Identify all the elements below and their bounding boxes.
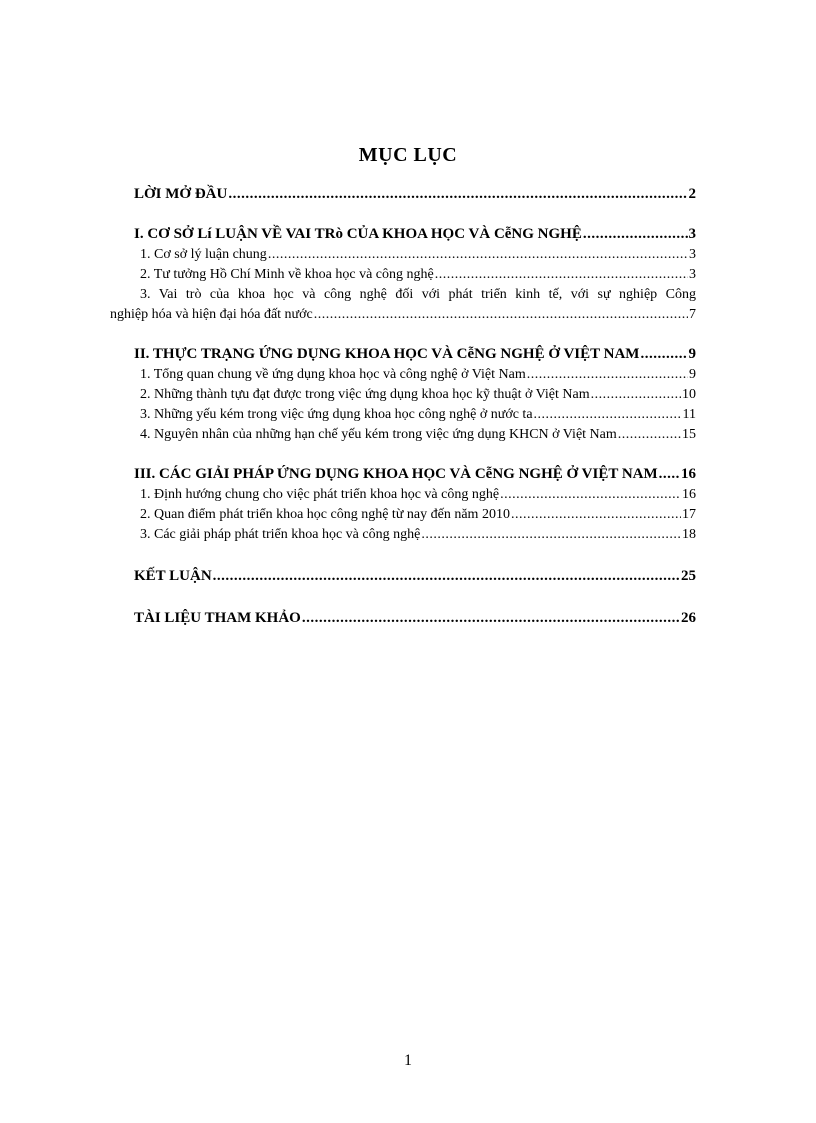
dot-leader xyxy=(500,485,681,505)
dot-leader xyxy=(213,565,680,587)
toc-section-heading[interactable] xyxy=(120,343,696,365)
toc-entry-label: II. THỰC TRẠNG ỨNG DỤNG KHOA HỌC VÀ CễNG NGHỆ Ở VIỆT NAM xyxy=(134,346,640,362)
toc-entry-label: 3. Những yếu kém trong việc ứng dụng khoa học công nghệ ở nước ta xyxy=(140,407,533,422)
toc-entry-label: 4. Nguyên nhân của những hạn chế yếu kém trong việc ứng dụng KHCN ở Việt Nam xyxy=(140,427,617,442)
toc-entry-label: 1. Định hướng chung cho việc phát triển khoa học và công nghệ xyxy=(140,487,500,502)
dot-leader xyxy=(228,183,687,205)
toc-subentry[interactable] xyxy=(120,245,696,265)
toc-entry-intro[interactable] xyxy=(120,183,696,205)
dot-leader xyxy=(435,265,688,285)
toc-page-number: 26 xyxy=(681,610,696,626)
toc-subentry[interactable] xyxy=(120,265,696,285)
toc-title: MỤC LỤC xyxy=(358,144,458,166)
toc-entry-conclusion[interactable] xyxy=(120,565,696,587)
toc-entry-label: 1. Cơ sở lý luận chung xyxy=(140,247,267,262)
toc-entry-label: 3. Các giải pháp phát triển khoa học và công nghệ xyxy=(140,527,421,542)
dot-leader xyxy=(591,385,681,405)
toc-subentry[interactable] xyxy=(120,365,696,385)
toc-page-number: 10 xyxy=(682,387,696,402)
toc-page-number: 16 xyxy=(681,466,696,482)
toc-entry-label-line2: nghiệp hóa và hiện đại hóa đất nước xyxy=(110,307,313,322)
dot-leader xyxy=(314,305,688,325)
dot-leader xyxy=(583,223,688,245)
toc-section-2 xyxy=(120,343,696,445)
dot-leader xyxy=(511,505,681,525)
toc-section-heading[interactable] xyxy=(120,223,696,245)
dot-leader xyxy=(659,463,680,485)
toc-entry-label: 2. Tư tưởng Hồ Chí Minh về khoa học và công nghệ xyxy=(140,267,434,282)
toc-entry-references[interactable] xyxy=(120,607,696,629)
toc-page-number: 11 xyxy=(682,407,696,422)
page-number: 1 xyxy=(404,1052,412,1069)
dot-leader xyxy=(640,343,687,365)
toc-page-number: 15 xyxy=(682,427,696,442)
toc-page-number: 18 xyxy=(682,527,696,542)
toc-page-number: 7 xyxy=(689,307,696,322)
toc-subentry[interactable] xyxy=(120,505,696,525)
toc-entry-label: I. CƠ SỞ Lí LUẬN VỀ VAI TRò CỦA KHOA HỌC VÀ CễNG NGHỆ xyxy=(134,226,582,242)
table-of-contents xyxy=(110,183,696,629)
toc-section-3 xyxy=(120,463,696,545)
toc-entry-continuation xyxy=(110,305,696,325)
toc-subentry[interactable] xyxy=(120,525,696,545)
toc-subentry[interactable] xyxy=(120,385,696,405)
dot-leader xyxy=(268,245,688,265)
toc-page-number: 25 xyxy=(681,568,696,584)
dot-leader xyxy=(527,365,688,385)
toc-subentry[interactable] xyxy=(120,405,696,425)
toc-page-number: 9 xyxy=(689,367,696,382)
toc-section-1 xyxy=(110,223,696,325)
dot-leader xyxy=(618,425,681,445)
toc-page-number: 16 xyxy=(682,487,696,502)
toc-page-number: 2 xyxy=(688,186,696,202)
toc-entry-label: LỜI MỞ ĐẦU xyxy=(134,186,228,202)
toc-entry-label: TÀI LIỆU THAM KHẢO xyxy=(134,610,301,626)
toc-subentry[interactable] xyxy=(120,485,696,505)
toc-entry-label: 1. Tổng quan chung về ứng dụng khoa học và công nghệ ở Việt Nam xyxy=(140,367,526,382)
toc-entry-label: III. CÁC GIẢI PHÁP ỨNG DỤNG KHOA HỌC VÀ CễNG NGHỆ Ở VIỆT NAM xyxy=(134,466,658,482)
toc-section-heading[interactable] xyxy=(120,463,696,485)
toc-entry-label-line1: 3. Vai trò của khoa học và công nghệ đối với phát triển kinh tế, với sự nghiệp Công xyxy=(140,287,696,302)
dot-leader xyxy=(302,607,680,629)
toc-page-number: 3 xyxy=(689,247,696,262)
toc-entry-label: 2. Quan điểm phát triển khoa học công nghệ từ nay đến năm 2010 xyxy=(140,507,510,522)
toc-subentry-wrapped[interactable] xyxy=(110,285,696,325)
toc-entry-label: KẾT LUẬN xyxy=(134,568,212,584)
dot-leader xyxy=(534,405,682,425)
toc-entry-label: 2. Những thành tựu đạt được trong việc ứng dụng khoa học kỹ thuật ở Việt Nam xyxy=(140,387,590,402)
toc-page-number: 17 xyxy=(682,507,696,522)
toc-subentry[interactable] xyxy=(120,425,696,445)
toc-page-number: 9 xyxy=(688,346,696,362)
toc-page-number: 3 xyxy=(689,267,696,282)
toc-page-number: 3 xyxy=(688,226,696,242)
dot-leader xyxy=(421,525,681,545)
